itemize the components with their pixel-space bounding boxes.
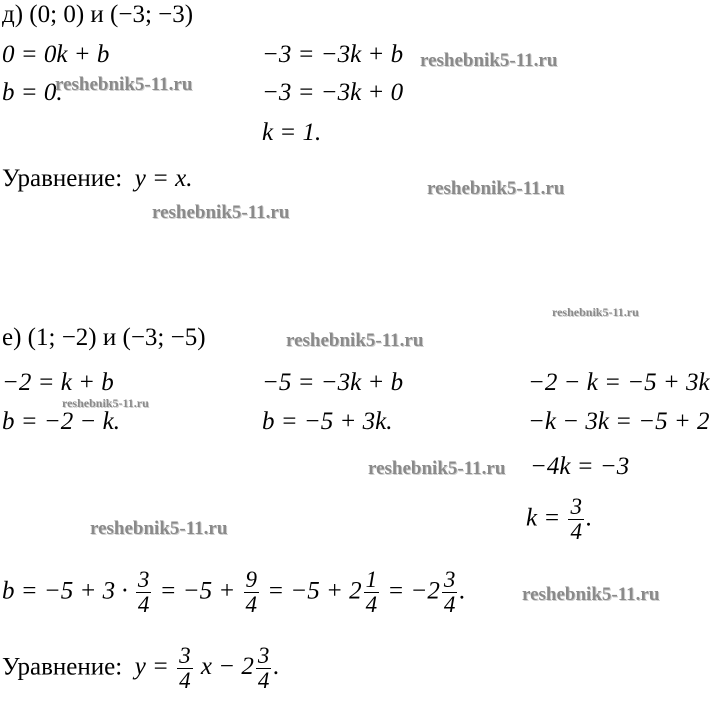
watermark: reshebnik5-11.ru xyxy=(427,178,565,199)
b-calc-fraction-2: $\frac{9}{4}$ xyxy=(245,567,257,618)
b-calc-fraction-4: $\frac{3}{4}$ xyxy=(443,567,456,618)
watermark: reshebnik5-11.ru xyxy=(368,458,506,479)
part-e-col1-line1: −2 = k + b xyxy=(2,369,114,396)
part-e-equation: y = $\frac{3}{4}$ x − 2 $\frac{3}{4}$ . xyxy=(134,643,280,694)
b-calc-fraction-3: $\frac{1}{4}$ xyxy=(365,567,378,618)
watermark: reshebnik5-11.ru xyxy=(90,518,228,539)
part-d-equation: y = x. xyxy=(134,165,193,192)
part-d-col2-line3: k = 1. xyxy=(262,119,322,146)
eq-fraction-2: $\frac{3}{4}$ xyxy=(257,643,270,694)
watermark: reshebnik5-11.ru xyxy=(552,305,639,319)
part-d-col1-line2: b = 0. xyxy=(2,79,63,106)
part-e-col3-line2: −k − 3k = −5 + 2 xyxy=(528,408,710,435)
part-d-header: д) (0; 0) и (−3; −3) xyxy=(2,1,194,28)
part-d-col2-line1: −3 = −3k + b xyxy=(262,41,404,68)
part-e-col1-line2: b = −2 − k. xyxy=(2,408,120,435)
part-e-col3-line3: −4k = −3 xyxy=(530,453,630,480)
watermark: reshebnik5-11.ru xyxy=(55,74,193,95)
part-d-equation-row xyxy=(2,166,193,191)
watermark: reshebnik5-11.ru xyxy=(286,330,424,351)
part-e-equation-row xyxy=(2,644,280,693)
part-d-col2-line2: −3 = −3k + 0 xyxy=(262,79,404,106)
part-d-col1-line1: 0 = 0k + b xyxy=(2,41,110,68)
part-e-equation-label: Уравнение: xyxy=(2,653,123,681)
k-fraction: $\frac{3}{4}$ xyxy=(570,494,582,545)
part-e-col2-line1: −5 = −3k + b xyxy=(262,369,404,396)
b-calc-fraction-1: $\frac{3}{4}$ xyxy=(137,567,150,618)
watermark: reshebnik5-11.ru xyxy=(522,584,660,605)
part-e-k-value: k = $\frac{3}{4}$ . xyxy=(526,494,593,545)
watermark: reshebnik5-11.ru xyxy=(420,50,558,71)
eq-fraction-1: $\frac{3}{4}$ xyxy=(179,643,191,694)
part-e-b-calculation: b = −5 + 3 · $\frac{3}{4}$ = −5 + $\frac{9}{4}$ = −5 + 2 $\frac{1}{4}$ = −2 $\frac{3}{4}$ . xyxy=(2,567,466,618)
part-d-equation-label: Уравнение: xyxy=(2,165,123,192)
part-e-header: е) (1; −2) и (−3; −5) xyxy=(2,324,206,351)
watermark: reshebnik5-11.ru xyxy=(152,202,290,223)
part-e-col2-line2: b = −5 + 3k. xyxy=(262,408,393,435)
watermark: reshebnik5-11.ru xyxy=(62,396,149,410)
part-e-col3-line1: −2 − k = −5 + 3k xyxy=(528,369,710,396)
